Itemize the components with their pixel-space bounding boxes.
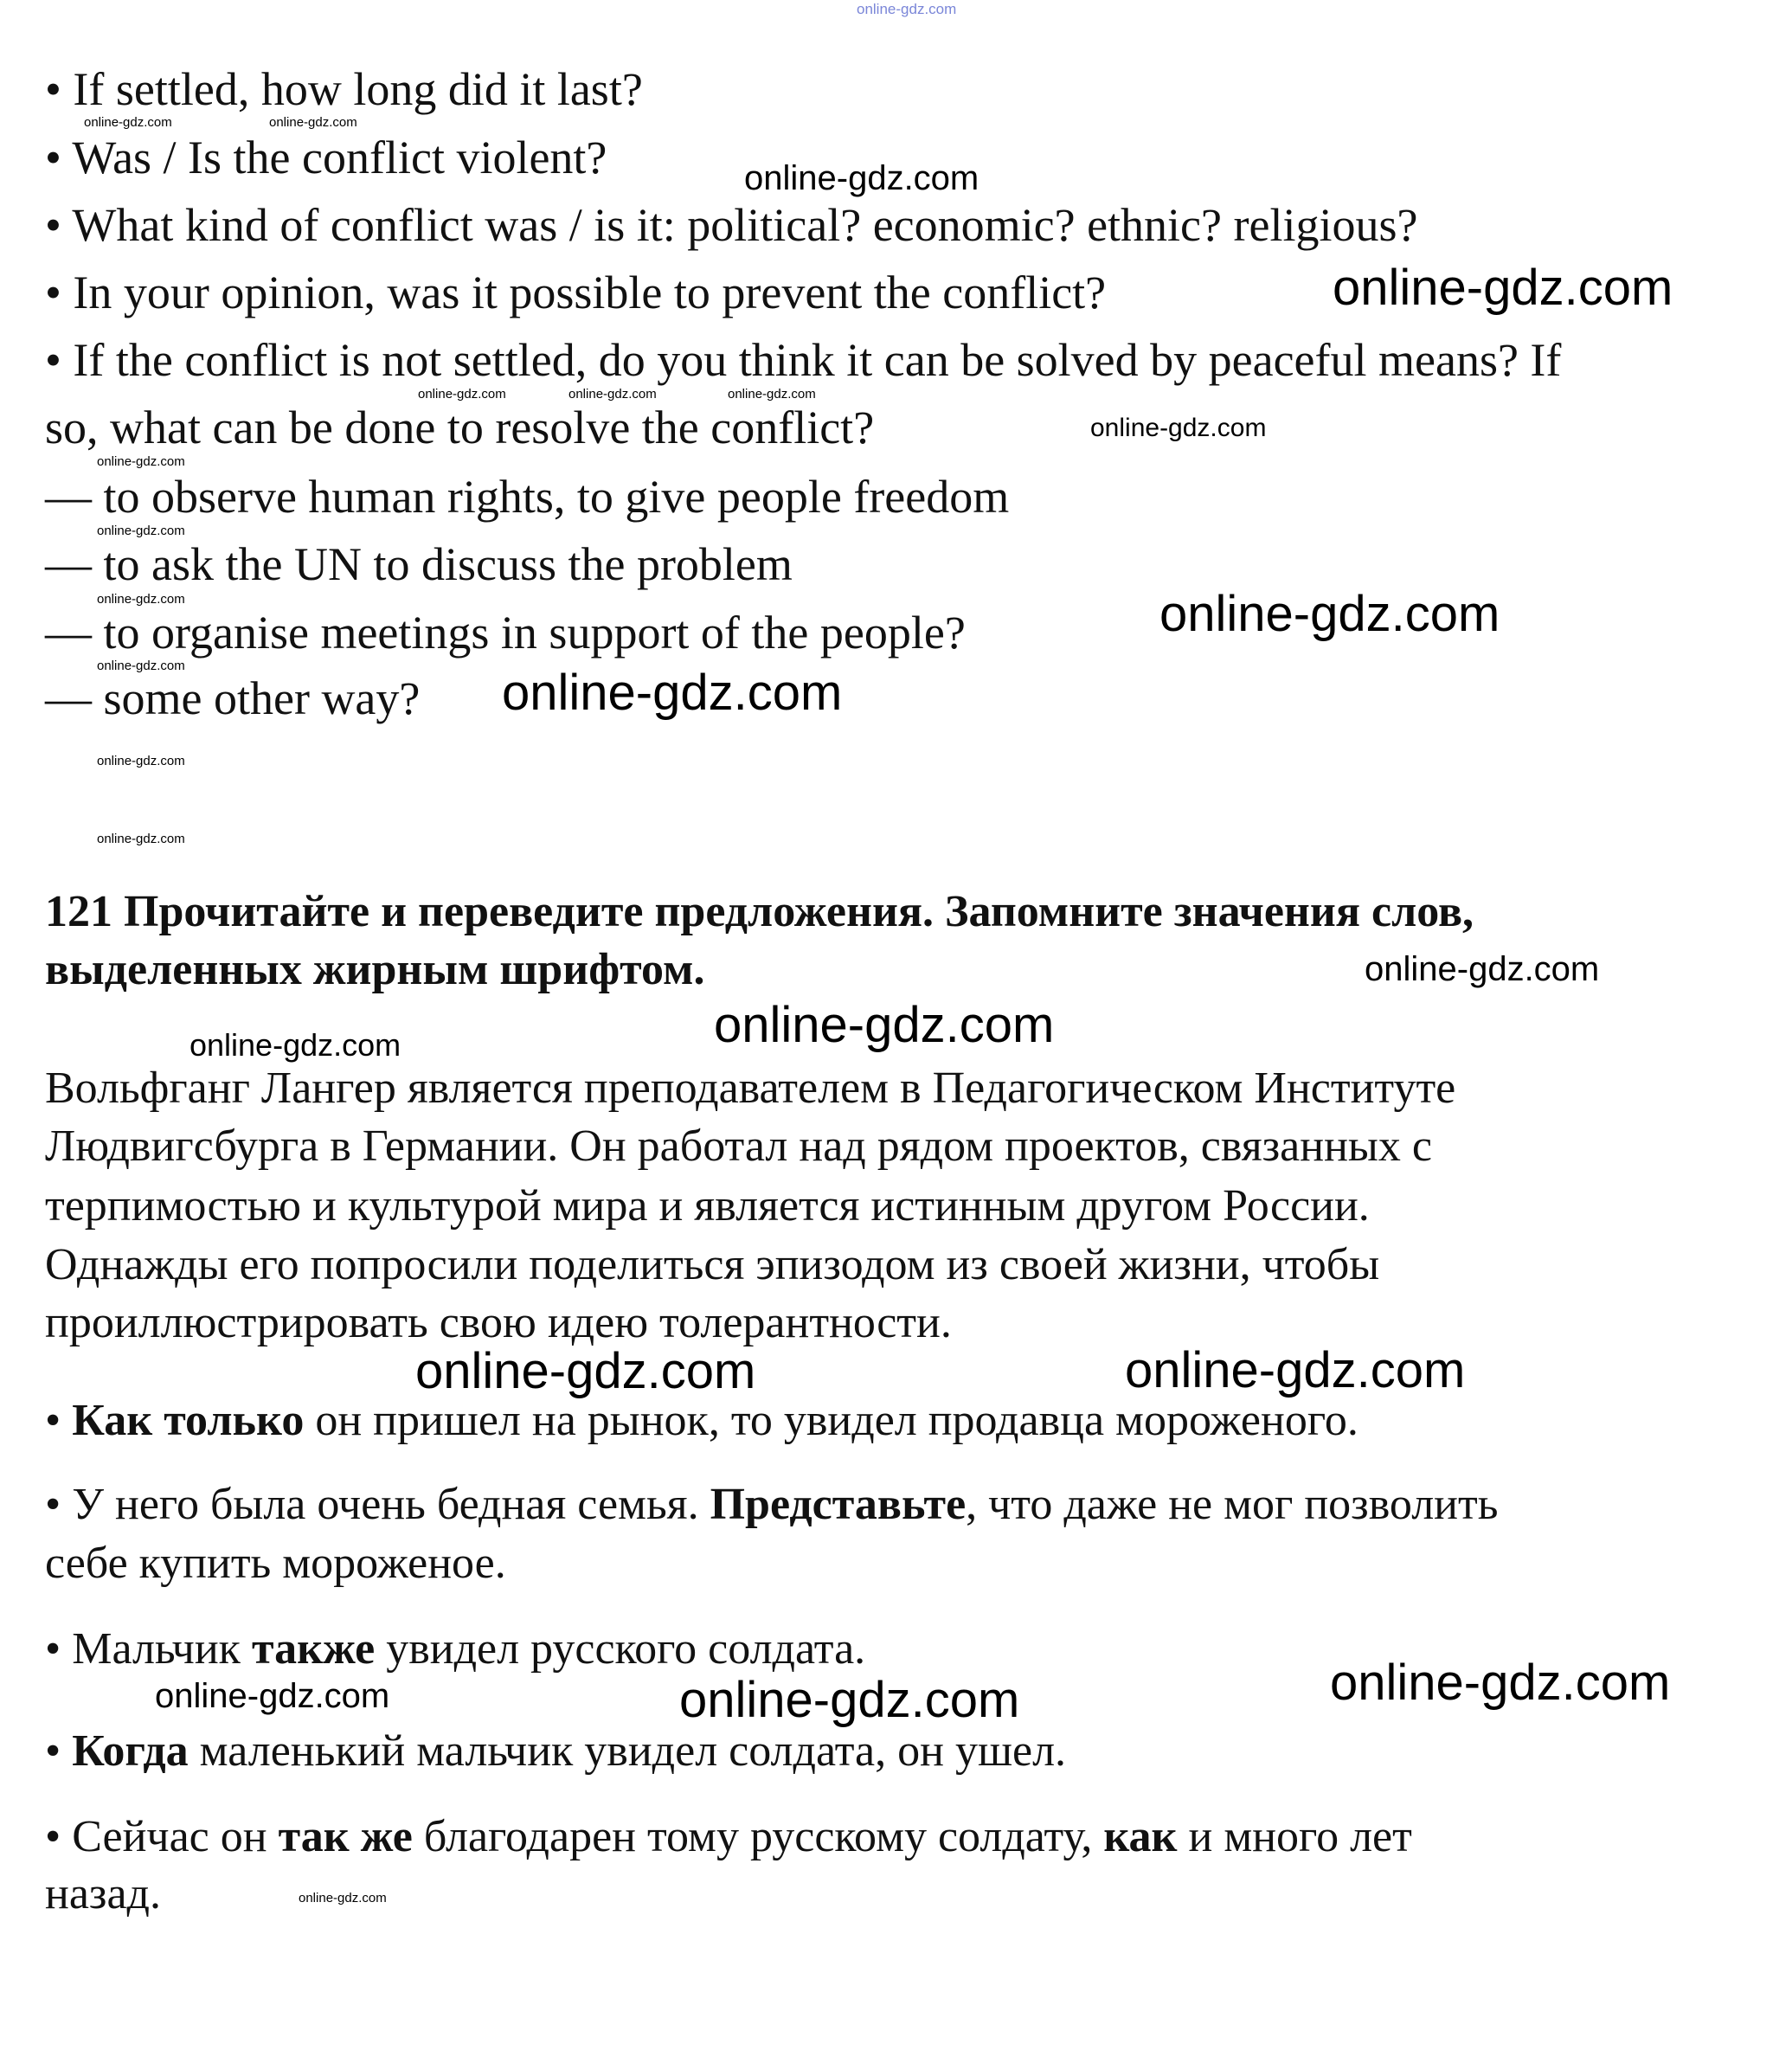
watermark: online-gdz.com: [744, 159, 979, 197]
watermark: online-gdz.com: [97, 592, 185, 607]
question-line: • If the conflict is not settled, do you think it can be solved by peaceful means? If: [45, 334, 1562, 386]
text: , что даже не мог позволить: [966, 1480, 1499, 1529]
bold-word: также: [251, 1624, 376, 1674]
sentence-5-cont: назад.: [45, 1869, 161, 1918]
watermark: online-gdz.com: [857, 1, 957, 17]
paragraph-line: Вольфганг Лангер является преподавателем в Педагогическом Институте: [45, 1064, 1456, 1113]
question-line: • Was / Is the conflict violent?: [45, 132, 607, 183]
paragraph-line: проиллюстрировать свою идею толерантности.: [45, 1298, 952, 1347]
bold-word: Представьте: [710, 1480, 967, 1529]
bold-word: так же: [278, 1812, 413, 1861]
watermark: online-gdz.com: [1125, 1342, 1466, 1398]
paragraph-line: терпимостью и культурой мира и является истинным другом России.: [45, 1181, 1370, 1231]
question-line: so, what can be done to resolve the conflict?: [45, 402, 875, 453]
text: увидел русского солдата.: [375, 1624, 866, 1674]
question-line: • In your opinion, was it possible to prevent the conflict?: [45, 267, 1107, 318]
text: маленький мальчик увидел солдата, он ушел.: [188, 1726, 1067, 1776]
watermark: online-gdz.com: [714, 997, 1055, 1053]
watermark: online-gdz.com: [269, 115, 357, 130]
option-line: — to observe human rights, to give people freedom: [45, 471, 1010, 523]
option-line: — some other way?: [45, 672, 421, 724]
sentence-2: [45, 1482, 1498, 1527]
sentence-3: [45, 1624, 866, 1674]
sentence-5: [45, 1812, 1412, 1861]
exercise-heading: 121 Прочитайте и переведите предложения. Запомните значения слов,: [45, 887, 1474, 936]
text: • У него была очень бедная семья.: [45, 1480, 710, 1529]
bold-word: как: [1103, 1812, 1178, 1861]
watermark: online-gdz.com: [1159, 586, 1500, 642]
paragraph-line: Людвигсбурга в Германии. Он работал над рядом проектов, связанных с: [45, 1121, 1432, 1171]
text: •: [45, 1396, 73, 1445]
watermark: online-gdz.com: [97, 754, 185, 768]
text: •: [45, 1726, 73, 1776]
watermark: online-gdz.com: [1330, 1655, 1671, 1711]
watermark: online-gdz.com: [97, 524, 185, 538]
watermark: online-gdz.com: [189, 1027, 401, 1063]
watermark: online-gdz.com: [728, 387, 816, 402]
watermark: online-gdz.com: [97, 454, 185, 469]
watermark: online-gdz.com: [155, 1677, 390, 1715]
text: • Сейчас он: [45, 1812, 279, 1861]
watermark: online-gdz.com: [299, 1891, 387, 1905]
question-line: • If settled, how long did it last?: [45, 63, 643, 115]
option-line: — to organise meetings in support of the people?: [45, 607, 966, 659]
watermark: online-gdz.com: [1090, 414, 1267, 442]
question-line: • What kind of conflict was / is it: political? economic? ethnic? religious?: [45, 199, 1418, 251]
watermark: online-gdz.com: [568, 387, 657, 402]
sentence-4: [45, 1726, 1067, 1776]
watermark: online-gdz.com: [415, 1343, 756, 1399]
sentence-2-cont: себе купить мороженое.: [45, 1539, 506, 1588]
watermark: online-gdz.com: [84, 115, 172, 130]
watermark: online-gdz.com: [502, 665, 843, 721]
exercise-heading: выделенных жирным шрифтом.: [45, 945, 705, 994]
watermark: online-gdz.com: [97, 832, 185, 846]
watermark: online-gdz.com: [679, 1672, 1020, 1728]
sentence-1: [45, 1398, 1358, 1443]
text: и много лет: [1177, 1812, 1412, 1861]
watermark: online-gdz.com: [418, 387, 506, 402]
bold-word: Когда: [72, 1726, 189, 1776]
text: он пришел на рынок, то увидел продавца мороженого.: [304, 1396, 1358, 1445]
watermark: online-gdz.com: [97, 659, 185, 673]
text: благодарен тому русскому солдату,: [412, 1812, 1104, 1861]
watermark: online-gdz.com: [1365, 950, 1600, 988]
bold-word: Как только: [72, 1396, 305, 1445]
text: • Мальчик: [45, 1624, 252, 1674]
watermark: online-gdz.com: [1333, 260, 1673, 316]
paragraph-line: Однажды его попросили поделиться эпизодом из своей жизни, чтобы: [45, 1240, 1380, 1289]
option-line: — to ask the UN to discuss the problem: [45, 538, 793, 590]
